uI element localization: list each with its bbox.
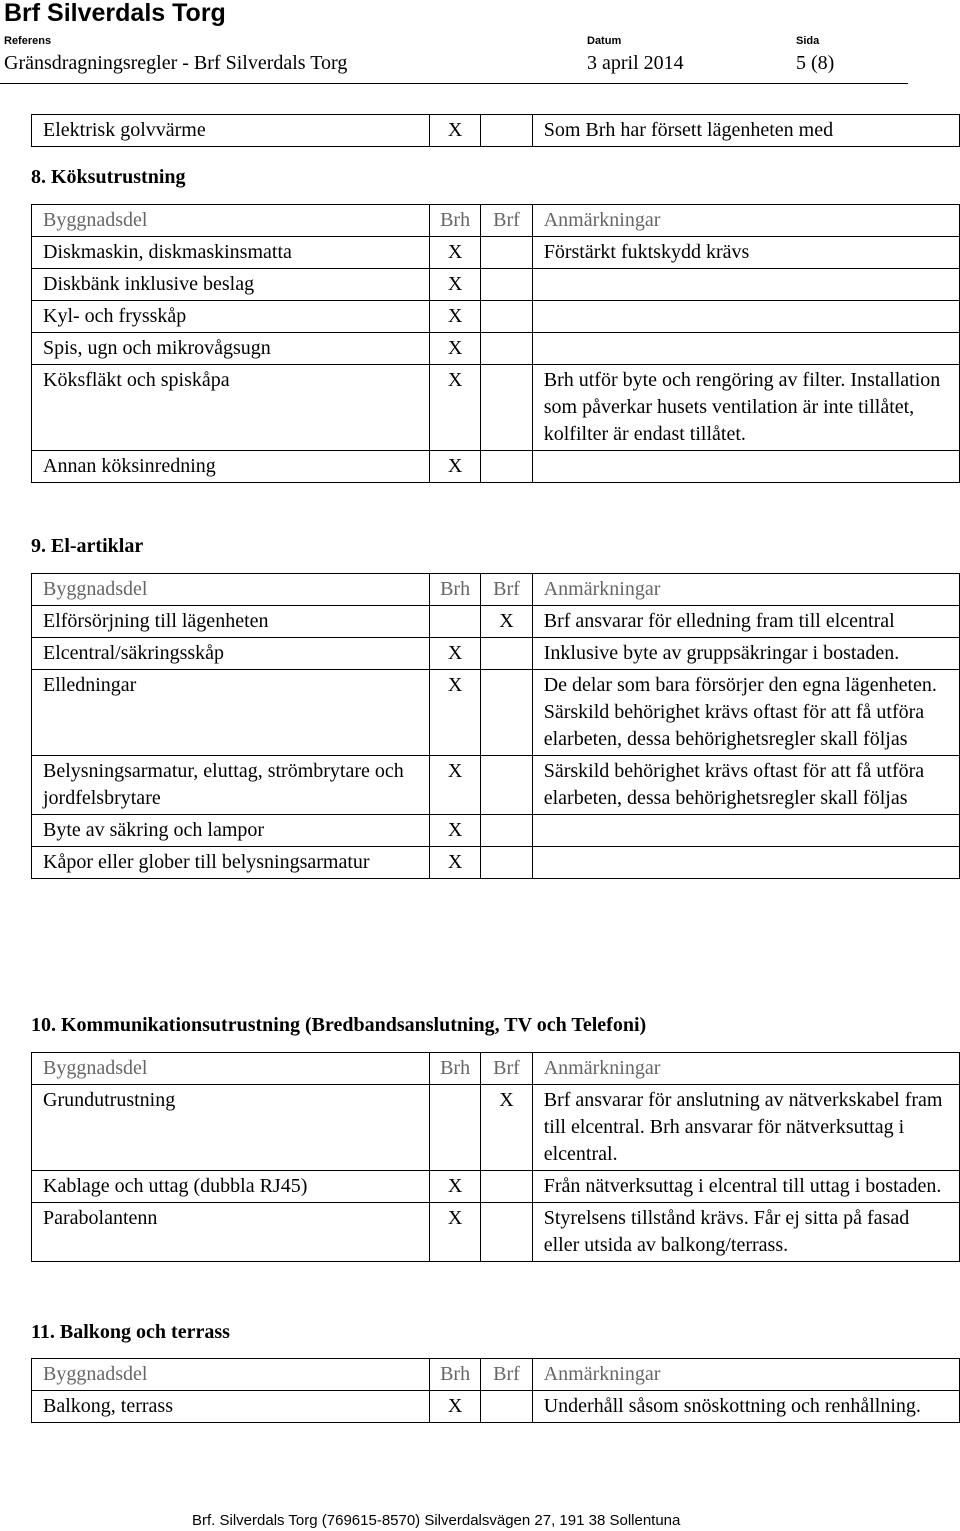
table-row	[32, 638, 960, 670]
cell-brf	[481, 1391, 532, 1423]
cell-part: Elledningar	[32, 670, 430, 756]
cell-part: Elcentral/säkringsskåp	[32, 638, 430, 670]
section-title-kitchen: 8. Köksutrustning	[31, 166, 186, 188]
cell-brf	[481, 756, 532, 815]
table-header-row	[32, 205, 960, 237]
table-row	[32, 301, 960, 333]
cell-part: Kyl- och frysskåp	[32, 301, 430, 333]
cell-brh: X	[429, 333, 480, 365]
column-header-brh: Brh	[429, 574, 480, 606]
cell-notes: Brh utför byte och rengöring av filter. Installation som påverkar husets ventilation är inte tillåtet, kolfilter är endast tillåtet.	[532, 365, 959, 451]
cell-brf: X	[481, 1085, 532, 1171]
table-kitchen	[31, 204, 960, 483]
cell-notes: Förstärkt fuktskydd krävs	[532, 237, 959, 269]
cell-brf	[481, 1203, 532, 1262]
cell-part: Kåpor eller glober till belysningsarmatur	[32, 847, 430, 879]
organization-title: Brf Silverdals Torg	[4, 0, 226, 27]
cell-part: Diskbänk inklusive beslag	[32, 269, 430, 301]
cell-brh: X	[429, 638, 480, 670]
date-label: Datum	[587, 35, 622, 47]
table-row	[32, 815, 960, 847]
table-row	[32, 237, 960, 269]
cell-brh: X	[429, 1391, 480, 1423]
column-header-brf: Brf	[481, 1053, 532, 1085]
column-header-brf: Brf	[481, 1359, 532, 1391]
reference-label: Referens	[4, 35, 52, 47]
cell-brh	[429, 1085, 480, 1171]
cell-part: Kablage och uttag (dubbla RJ45)	[32, 1171, 430, 1203]
cell-notes	[532, 451, 959, 483]
cell-notes: Inklusive byte av gruppsäkringar i bostaden.	[532, 638, 959, 670]
cell-notes: De delar som bara försörjer den egna lägenheten. Särskild behörighet krävs oftast för att få utföra elarbeten, dessa behörighetsregler skall följas	[532, 670, 959, 756]
cell-brh: X	[429, 237, 480, 269]
table-header-row	[32, 574, 960, 606]
cell-part: Spis, ugn och mikrovågsugn	[32, 333, 430, 365]
table-electrical	[31, 573, 960, 879]
cell-brf	[481, 1171, 532, 1203]
cell-part: Elektrisk golvvärme	[32, 115, 430, 147]
cell-brh: X	[429, 365, 480, 451]
table-row	[32, 1171, 960, 1203]
document-date: 3 april 2014	[587, 52, 684, 74]
column-header-brf: Brf	[481, 205, 532, 237]
table-row	[32, 1391, 960, 1423]
cell-notes: Styrelsens tillstånd krävs. Får ej sitta på fasad eller utsida av balkong/terrass.	[532, 1203, 959, 1262]
table-communication	[31, 1052, 960, 1262]
cell-notes	[532, 847, 959, 879]
cell-brf	[481, 365, 532, 451]
cell-part: Parabolantenn	[32, 1203, 430, 1262]
table-balcony	[31, 1358, 960, 1423]
section-title-balcony: 11. Balkong och terrass	[31, 1321, 230, 1343]
column-header-notes: Anmärkningar	[532, 1053, 959, 1085]
table-row	[32, 847, 960, 879]
cell-brf	[481, 237, 532, 269]
cell-part: Elförsörjning till lägenheten	[32, 606, 430, 638]
cell-part: Diskmaskin, diskmaskinsmatta	[32, 237, 430, 269]
cell-brf	[481, 115, 532, 147]
cell-brf	[481, 333, 532, 365]
table-header-row	[32, 1053, 960, 1085]
column-header-part: Byggnadsdel	[32, 1053, 430, 1085]
cell-part: Annan köksinredning	[32, 451, 430, 483]
cell-brf	[481, 847, 532, 879]
cell-part: Byte av säkring och lampor	[32, 815, 430, 847]
table-row	[32, 756, 960, 815]
column-header-brh: Brh	[429, 1053, 480, 1085]
table-floor-heating	[31, 114, 960, 147]
column-header-brh: Brh	[429, 205, 480, 237]
column-header-part: Byggnadsdel	[32, 574, 430, 606]
column-header-brh: Brh	[429, 1359, 480, 1391]
cell-brh: X	[429, 1203, 480, 1262]
cell-brf	[481, 815, 532, 847]
cell-brh: X	[429, 115, 480, 147]
cell-brh: X	[429, 815, 480, 847]
table-row	[32, 115, 960, 147]
cell-brh: X	[429, 670, 480, 756]
cell-notes	[532, 269, 959, 301]
cell-notes: Underhåll såsom snöskottning och renhållning.	[532, 1391, 959, 1423]
cell-notes: Från nätverksuttag i elcentral till uttag i bostaden.	[532, 1171, 959, 1203]
column-header-part: Byggnadsdel	[32, 205, 430, 237]
table-row	[32, 269, 960, 301]
cell-part: Grundutrustning	[32, 1085, 430, 1171]
cell-brf	[481, 638, 532, 670]
table-row	[32, 670, 960, 756]
cell-notes	[532, 333, 959, 365]
cell-brf	[481, 301, 532, 333]
table-row	[32, 333, 960, 365]
header-divider	[0, 83, 908, 84]
cell-brf	[481, 670, 532, 756]
column-header-brf: Brf	[481, 574, 532, 606]
cell-brf	[481, 451, 532, 483]
cell-notes	[532, 301, 959, 333]
cell-part: Balkong, terrass	[32, 1391, 430, 1423]
cell-brh: X	[429, 451, 480, 483]
table-row	[32, 451, 960, 483]
cell-notes: Särskild behörighet krävs oftast för att få utföra elarbeten, dessa behörighetsregler skall följas	[532, 756, 959, 815]
cell-part: Belysningsarmatur, eluttag, strömbrytare och jordfelsbrytare	[32, 756, 430, 815]
column-header-notes: Anmärkningar	[532, 574, 959, 606]
cell-brf: X	[481, 606, 532, 638]
table-row	[32, 1085, 960, 1171]
cell-brh: X	[429, 756, 480, 815]
cell-brf	[481, 269, 532, 301]
column-header-part: Byggnadsdel	[32, 1359, 430, 1391]
cell-brh: X	[429, 1171, 480, 1203]
table-row	[32, 1203, 960, 1262]
cell-brh: X	[429, 847, 480, 879]
page-header	[0, 0, 960, 90]
document-reference: Gränsdragningsregler - Brf Silverdals Torg	[4, 52, 348, 74]
table-row	[32, 365, 960, 451]
cell-notes: Som Brh har försett lägenheten med	[532, 115, 959, 147]
cell-part: Köksfläkt och spiskåpa	[32, 365, 430, 451]
cell-notes	[532, 815, 959, 847]
cell-notes: Brf ansvarar för elledning fram till elcentral	[532, 606, 959, 638]
column-header-notes: Anmärkningar	[532, 205, 959, 237]
cell-brh	[429, 606, 480, 638]
cell-brh: X	[429, 269, 480, 301]
section-title-electrical: 9. El-artiklar	[31, 535, 144, 557]
cell-notes: Brf ansvarar för anslutning av nätverkskabel fram till elcentral. Brh ansvarar för nätverksuttag i elcentral.	[532, 1085, 959, 1171]
page-label: Sida	[796, 35, 820, 47]
table-row	[32, 606, 960, 638]
section-title-communication: 10. Kommunikationsutrustning (Bredbandsanslutning, TV och Telefoni)	[31, 1014, 647, 1036]
page-number: 5 (8)	[796, 52, 835, 74]
page-footer: Brf. Silverdals Torg (769615-8570) Silverdalsvägen 27, 191 38 Sollentuna	[192, 1512, 681, 1529]
table-header-row	[32, 1359, 960, 1391]
cell-brh: X	[429, 301, 480, 333]
column-header-notes: Anmärkningar	[532, 1359, 959, 1391]
